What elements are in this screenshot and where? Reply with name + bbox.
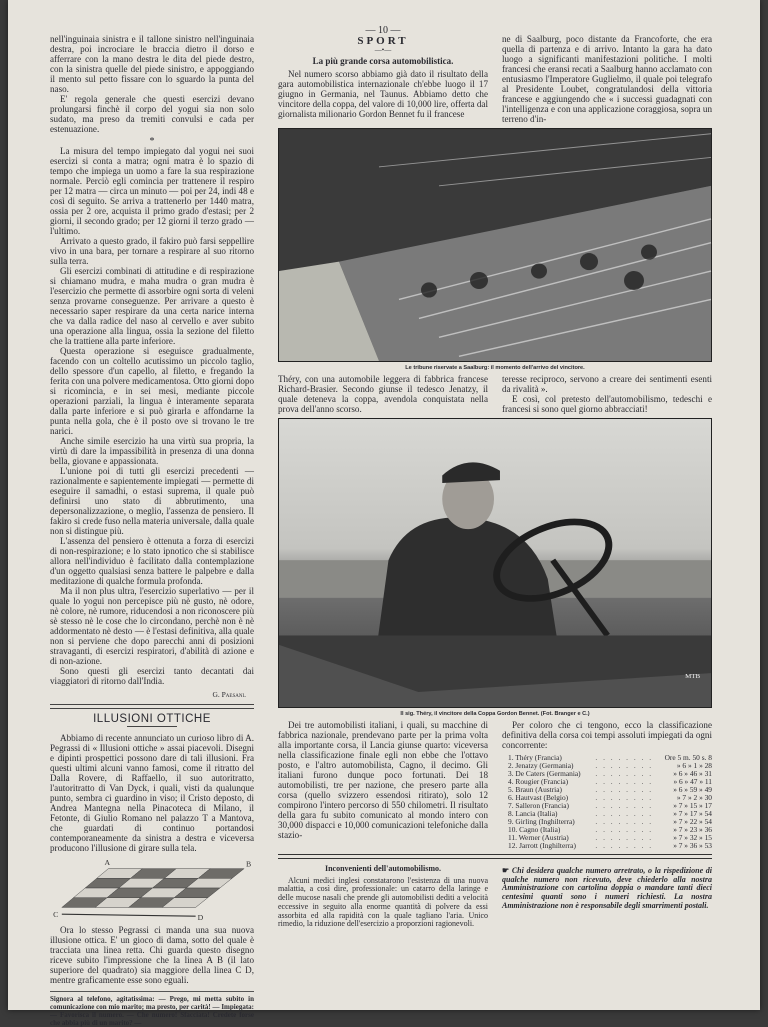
photo-thery xyxy=(278,418,712,708)
paragraph: Abbiamo di recente annunciato un curioso libro di A. Pegrassi di « Illusioni ottiche » assai piacevoli. Disegni e dipinti prospettici possono dare di tali illusioni. Fra questi ultimi alcuni vanno famosi, come il ritratto del Dalla Rovere, di Raffaello, il suo autoritratto, l'autoritratto di Van Dyck, i quali, visti da qualunque punto, sembra ci guardino in viso; il Cristo deposto, di Andrea Mantegna nella Pinacoteca di Milano, il Fetonte, di Giulio Romano nel palazzo T a Mantova, che guardati di continuo portandosi contemporaneamente da sinistra a destra e viceversa producono l'illusione di girare sulla tela. xyxy=(50,733,254,853)
paragraph: Anche simile esercizio ha una virtù sua propria, la virtù di dare la impassibilità in presenza di una donna bella, giovane e appassionata. xyxy=(50,436,254,466)
article-title: La più grande corsa automobilistica. xyxy=(312,56,454,66)
race-time: Ore 5 m. 50 s. 8 xyxy=(664,753,712,762)
label-d: D xyxy=(197,913,204,923)
driver-name: 8. Lancia (Italia) xyxy=(508,809,558,818)
results-row xyxy=(508,842,712,850)
paragraph: Théry, con una automobile leggera di fabbrica francese Richard-Brasier. Secondo giunse il tedesco Jenatzy, il quale deteneva la coppa, avendola conquistata nella prova dell'anno scorso. xyxy=(278,374,488,414)
driver-name: 1. Théry (Francia) xyxy=(508,753,562,762)
driver-name: 10. Cagno (Italia) xyxy=(508,825,561,834)
leader-dots: . . . . . . . . xyxy=(595,841,654,850)
paragraph: Gli esercizi combinati di attitudine e di respirazione si chiamano mudra, e maha mudra o gran mudra è l'esercizio che permette di assorbire ogni sorta di veleni senza provarne conseguenze. Per arrivare a questo è necessario saper respirare da una certa narice interna che va dalla radice del naso al cervello e aver subito una operazione alla lingua, ossia la sezione del filetto che la trattiene alla parte inferiore. xyxy=(50,266,254,346)
paragraph: Sono questi gli esercizi tanto decantati dai viaggiatori di ritorno dall'India. xyxy=(50,666,254,686)
page-number: — 10 — xyxy=(365,25,401,36)
sport-mid-row xyxy=(278,374,712,414)
notice-text: Chi desidera qualche numero arretrato, o la rispedizione di qualche numero non ricevuto, deve chiederlo alla nostra Amministrazione con cartolina doppia o mandare tanti dieci centesimi quanti sono i numeri richiesti. La nostra Amministrazione non è responsabile degli smarrimenti postali. xyxy=(502,866,713,910)
sport-column-1-mid xyxy=(278,374,488,414)
race-time: » 7 » 17 » 54 xyxy=(673,809,712,818)
driver-name: 2. Jenatzy (Germania) xyxy=(508,761,574,770)
leader-dots: . . . . . . . . xyxy=(595,801,654,810)
paragraph: Per coloro che ci tengono, ecco la classificazione definitiva della corsa coi tempi assoluti impiegati da ogni concorrente: xyxy=(502,720,712,750)
race-time: » 6 » 46 » 31 xyxy=(673,769,712,778)
race-time: » 7 » 32 » 15 xyxy=(673,833,712,842)
driver-name: 7. Salleron (Francia) xyxy=(508,801,569,810)
pointing-hand-icon: ☛ xyxy=(502,866,512,875)
leader-dots: . . . . . . . . xyxy=(595,825,654,834)
driver-name: 9. Girling (Inghilterra) xyxy=(508,817,575,826)
paragraph: Questa operazione si eseguisce gradualmente, facendo con un coltello acutissimo un piccolo taglio, dello spessore d'un capello, al filetto, e fregando la ferita con una polvere medicamentosa. Otto giorni dopo si ricomincia, e in sei mesi, mediante piccole operazioni parziali, la lingua è interamente separata dalla parte inferiore e si può girarla e affondarne la punta nella gola, che è il posto ove si trovano le tre narici. xyxy=(50,346,254,436)
paragraph: Alcuni medici inglesi constatarono l'esistenza di una nuova malattia, a così dire, professionale: un catarro della laringe e delle mucose nasali che prende gli automobilisti dediti a velocità eccessive in seguito alla enorme quantità di polvere da essi assorbita ed alla rapidità con la quale tagliano l'aria. Unico rimedio, la riduzione dell'esercizio a proporzioni ragionevoli. xyxy=(278,875,488,929)
race-time: » 7 » 15 » 17 xyxy=(673,801,712,810)
sport-column-2-mid xyxy=(502,374,712,414)
sport-column-1-bottom xyxy=(278,720,488,840)
sport-top-row xyxy=(278,26,712,124)
newspaper-page xyxy=(8,0,760,1027)
divider xyxy=(50,704,254,709)
divider xyxy=(278,854,712,859)
driver-name: 12. Jarrott (Inghilterra) xyxy=(508,841,576,850)
section-separator: * xyxy=(149,136,155,147)
sport-area xyxy=(278,26,712,929)
leader-dots: . . . . . . . . xyxy=(595,785,654,794)
driver-name: 3. De Caters (Germania) xyxy=(508,769,581,778)
checkerboard-illusion xyxy=(50,857,254,921)
driver-name: 6. Hautvast (Belgio) xyxy=(508,793,569,802)
driver-name: 11. Werner (Austria) xyxy=(508,833,569,842)
grandstand-illustration xyxy=(279,129,711,361)
leader-dots: . . . . . . . . xyxy=(595,793,654,802)
joke-text: Signora al telefono, agitatissima: — Prego, mi metta subito in comunicazione con mio marito; ma presto, per carità! — Impiegata: — Favorisca il numero. — Che numero! Sfacciata! Credete forse che abbia più di un marito? — xyxy=(50,991,254,1027)
leader-dots: . . . . . . . . xyxy=(595,817,654,826)
paragraph: ne di Saalburg, poco distante da Francoforte, che era quella di partenza e di arrivo. Intanto la gara ha dato luogo a significanti manifestazioni politiche. I molti francesi che eransi recati a Saalburg hanno acclamato con entusiasmo l'Imperatore Guglielmo, il quale poi telegrafo al Presidente Loubet, congratulandosi della vittoria francese e aggiungendo che « i successi guadagnati con l'intelligenza e con una applicazione coraggiosa, sopra un terreno d'in- xyxy=(502,34,712,124)
notice-box xyxy=(502,863,712,911)
paragraph: L'unione poi di tutti gli esercizi precedenti — razionalmente e sapientemente impiegati — permette di eseguire il samadhi, o estasi suprema, il quale può definirsi uno stato di abbrutimento, una depersonalizzazione, o meglio, l'assenza de pensiero. Il fakiro si crede fuso nella materia universale, dalla quale non si distingue più. xyxy=(50,466,254,536)
photo-caption: Le tribune riservate a Saalburg: il momento dell'arrivo del vincitore. xyxy=(405,365,585,371)
paragraph: teresse reciproco, servono a creare dei sentimenti esenti da rivalità ». xyxy=(502,374,712,394)
article-title: ILLUSIONI OTTICHE xyxy=(93,713,211,725)
race-time: » 6 » 47 » 11 xyxy=(673,777,712,786)
photo-grandstand xyxy=(278,128,712,362)
driver-name: 5. Braun (Austria) xyxy=(508,785,562,794)
label-b: B xyxy=(246,859,252,869)
paragraph: E' regola generale che questi esercizi devano prolungarsi finchè il corpo del yogui sia non solo sudato, ma preso da tremiti convulsi e cada per estenuazione. xyxy=(50,94,254,134)
driver-illustration xyxy=(279,419,711,707)
photo-caption: Il sig. Théry, il vincitore della Coppa Gordon Bennet. (Fot. Branger e C.) xyxy=(400,711,590,717)
race-time: » 7 » 22 » 54 xyxy=(673,817,712,826)
label-c: C xyxy=(53,910,59,920)
paragraph: L'assenza del pensiero è ottenuta a forza di esercizi di non-respirazione; e lo stato ipnotico che si stabilisce allora nell'individuo è facilitato dalla contemplazione d'un oggetto qualsiasi senza battere le palpebre e dalla meditazione di qualche formula profonda. xyxy=(50,536,254,586)
title-underline xyxy=(127,726,177,727)
leader-dots: . . . . . . . . xyxy=(595,761,654,770)
driver-name: 4. Rougier (Francia) xyxy=(508,777,569,786)
leader-dots: . . . . . . . . xyxy=(595,753,654,762)
article-title: Inconvenienti dell'automobilismo. xyxy=(324,864,441,873)
paragraph: Ma il non plus ultra, l'esercizio superlativo — per il quale lo yogui non percepisce più nè gusto, nè odore, nè colore, nè rumore, riducendosi a non riconoscere più sè stesso nè le cose che lo circondano, perchè non è nè addormentato nè desto — è l'estasi definitiva, alla quale non si perviene che dopo parecchi anni di posizioni stravaganti, di esercizi respiratori, d'abilità di azione e di non-azione. xyxy=(50,586,254,666)
race-time: » 7 » 36 » 53 xyxy=(673,841,712,850)
race-time: » 7 » 23 » 36 xyxy=(673,825,712,834)
label-a: A xyxy=(104,857,111,867)
sport-column-2-bottom xyxy=(502,720,712,850)
paragraph: Arrivato a questo grado, il fakiro può farsi seppellire vivo in una bara, per tornare a respirare al suo ritorno sulla terra. xyxy=(50,236,254,266)
sport-column-2-top xyxy=(502,26,712,124)
left-column xyxy=(50,34,254,1027)
paragraph: Ora lo stesso Pegrassi ci manda una sua nuova illusione ottica. E' un gioco di dama, sotto del quale è tracciata una linea retta. Chi guarda questo disegno riceve subito l'impressione che la linea A B (il lato superiore del quadrato) sia maggiore della linea C D, mentre graficamente esse sono eguali. xyxy=(50,925,254,985)
paragraph: nell'inguinaia sinistra e il tallone sinistro nell'inguinaia destra, poi incrociare le braccia dietro il dorso e afferrare con la mano destra le dita del piede destro, con la sinistra quelle del piede sinistro, e appoggiando il mento sul petto fissare con lo sguardo la punta del naso. xyxy=(50,34,254,94)
race-results-table xyxy=(508,754,712,850)
paragraph: Dei tre automobilisti italiani, i quali, su macchine di fabbrica nazionale, prendevano parte per la prima volta alla importante corsa, il Lancia giunse quarto: viceversa nella classificazione finale egli non ebbe che l'ottavo posto, e l'altro automobilista, Cagno, il decimo. Gli italiani furono dunque poco fortunati. Dei 18 automobilisti, tre per nazione, che presero parte alla corsa (quello svizzero essendosi ritirato), solo 12 compirono l'intero percorso di 550 chilometri. Il risultato della gara fu subito comunicato al mondo intero con 30,000 dispacci e 10,000 comunicazioni telefoniche dalla stazio- xyxy=(278,720,488,840)
race-time: » 6 » 1 » 28 xyxy=(676,761,712,770)
paragraph: La misura del tempo impiegato dal yogui nei suoi esercizi si conta a matra; ogni matra è lo spazio di tempo che impiega un uomo a fare la sua respirazione normale. Perciò egli comincia per trattenere il respiro per 12 matra — circa un minuto — poi per 24, indi 48 e così di seguito. Se arriva a trattenerlo per 1440 matra, ossia per 2 ore, acquista il primo grado d'estasi; per 2 giorni, il secondo grado; per 12 giorni il terzo grado — l'ultimo. xyxy=(50,146,254,236)
paragraph: E così, col pretesto dell'automobilismo, tedeschi e francesi si sono quel giorno abbracciati! xyxy=(502,394,712,414)
bottom-row xyxy=(278,863,712,929)
section-ornament: —•— xyxy=(374,46,392,54)
race-time: » 7 » 2 » 30 xyxy=(676,793,712,802)
inconvenienti-article xyxy=(278,863,488,929)
race-time: » 6 » 59 » 49 xyxy=(673,785,712,794)
leader-dots: . . . . . . . . xyxy=(595,809,654,818)
author-signature: G. Paesani. xyxy=(212,690,246,699)
photo-monogram: MTB xyxy=(685,672,701,680)
sport-bottom-row xyxy=(278,720,712,850)
leader-dots: . . . . . . . . xyxy=(595,769,654,778)
leader-dots: . . . . . . . . xyxy=(595,833,654,842)
paragraph: Nel numero scorso abbiamo già dato il risultato della gara automobilistica internazionale ch'ebbe luogo il 17 giugno in Germania, nel Taunus. Abbiamo detto che vincitore della coppa, del valore di 10,000 lire, offerta dal giornalista milionario Gordon Bennet fu il francese xyxy=(278,69,488,119)
sport-column-1-top xyxy=(278,26,488,119)
leader-dots: . . . . . . . . xyxy=(595,777,654,786)
section-title: SPORT xyxy=(357,35,409,47)
